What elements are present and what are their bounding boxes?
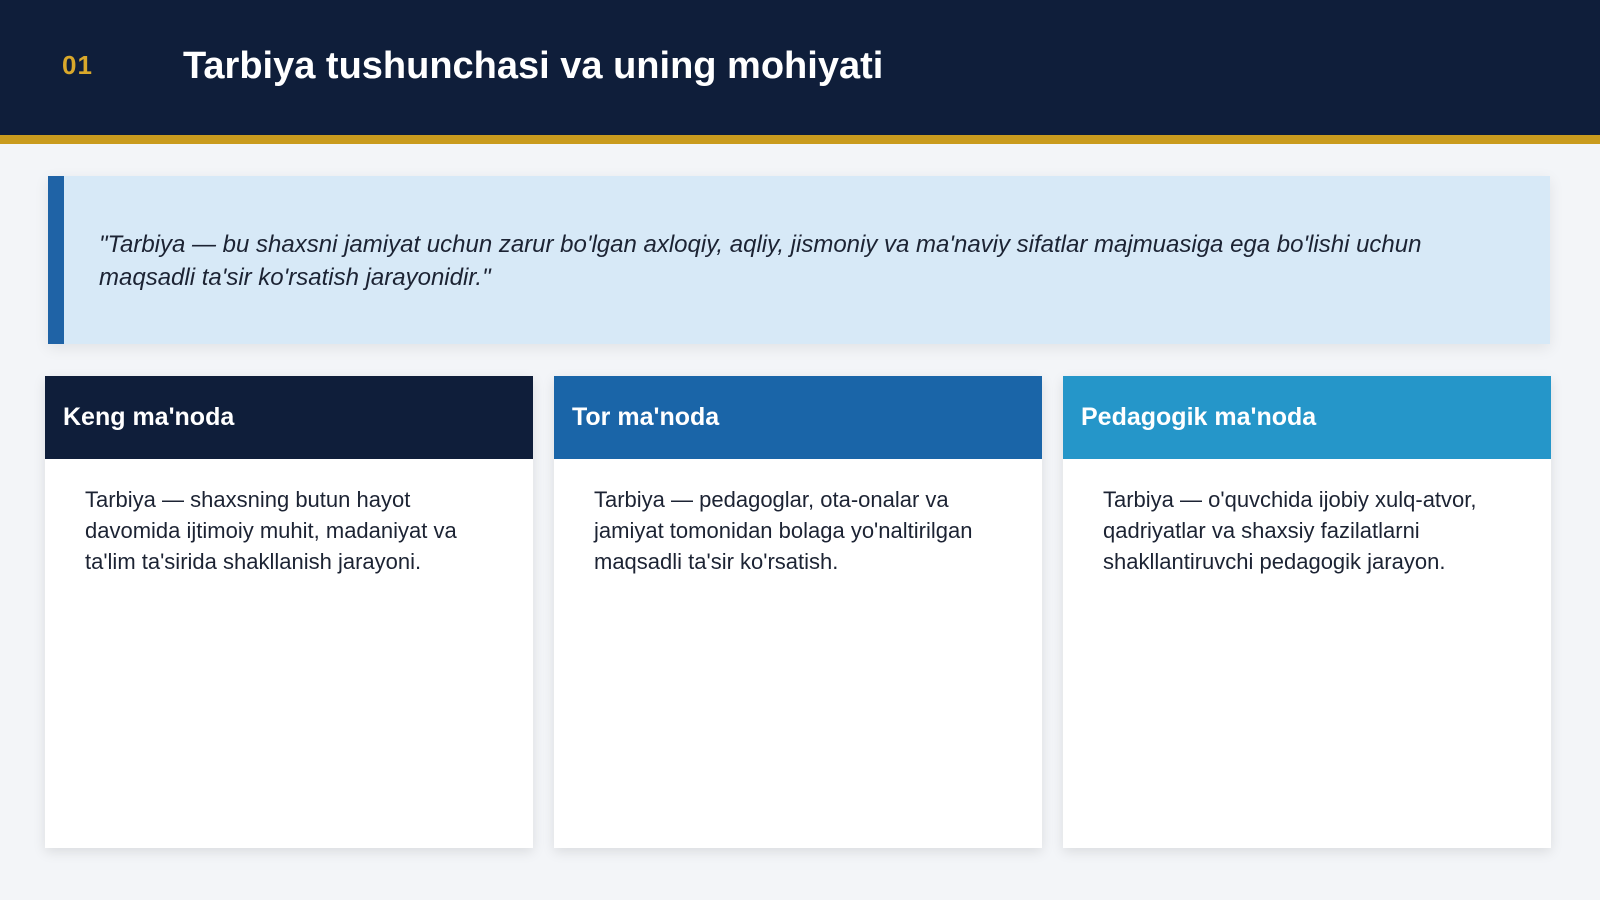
card-narrow-meaning (554, 376, 1042, 848)
header-bar (0, 0, 1600, 135)
card-header (1063, 376, 1551, 459)
card-body: Tarbiya — pedagoglar, ota-onalar va jamiyat tomonidan bolaga yo'naltirilgan maqsadli ta'sir ko'rsatish. (594, 487, 973, 574)
header-divider (0, 135, 1600, 144)
card-title: Pedagogik ma'noda (1081, 403, 1317, 431)
card-title: Keng ma'noda (63, 403, 235, 431)
card-body: Tarbiya — o'quvchida ijobiy xulq-atvor, qadriyatlar va shaxsiy fazilatlarni shakllantiruvchi pedagogik jarayon. (1103, 487, 1477, 574)
quote-accent-bar (48, 176, 64, 344)
card-header (554, 376, 1042, 459)
card-pedagogical-meaning (1063, 376, 1551, 848)
slide-number: 01 (62, 50, 93, 80)
definition-quote-text: "Tarbiya — bu shaxsni jamiyat uchun zarur bo'lgan axloqiy, aqliy, jismoniy va ma'naviy sifatlar majmuasiga ega bo'lishi uchun maqsadli ta'sir ko'rsatish jarayonidir." (99, 231, 1422, 291)
definition-quote-box (48, 176, 1550, 344)
card-broad-meaning (45, 376, 533, 848)
card-title: Tor ma'noda (572, 403, 720, 431)
card-body: Tarbiya — shaxsning butun hayot davomida ijtimoiy muhit, madaniyat va ta'lim ta'sirida shakllanish jarayoni. (85, 487, 457, 574)
card-header (45, 376, 533, 459)
slide-title: Tarbiya tushunchasi va uning mohiyati (183, 45, 884, 87)
